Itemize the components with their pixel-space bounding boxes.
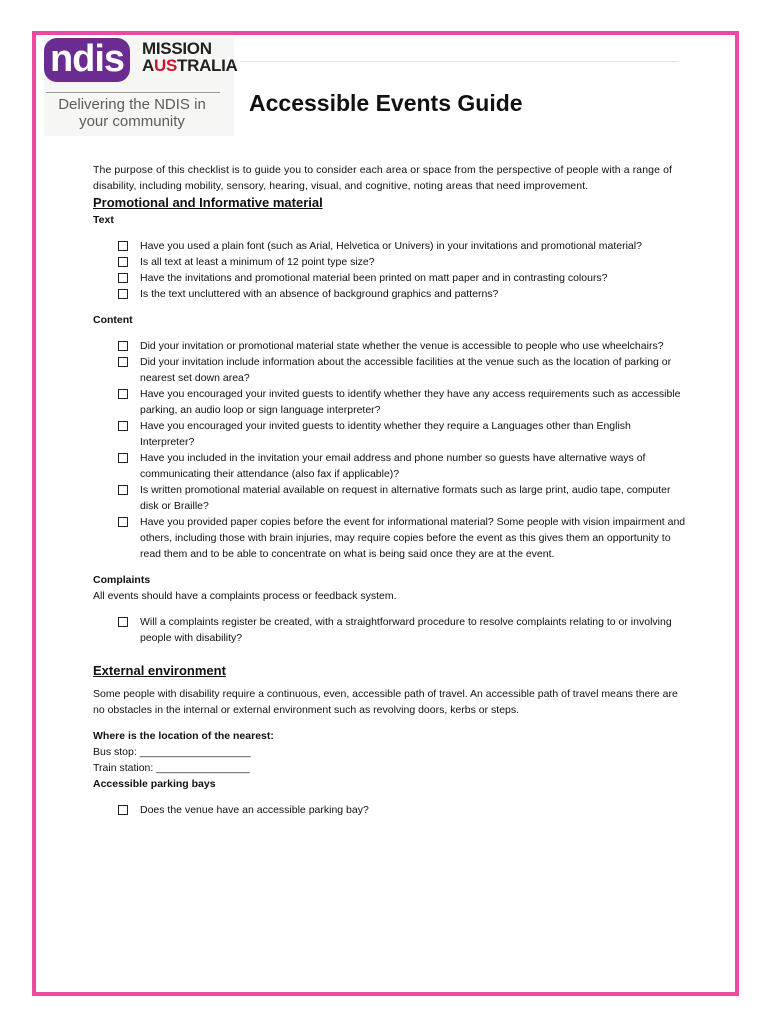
checklist-item: [93, 482, 688, 514]
logo-tagline: Delivering the NDIS in your community: [58, 96, 206, 130]
checkbox[interactable]: [118, 389, 128, 399]
checklist-item-text: Have you encouraged your invited guests to identify whether they have any access requirements such as accessible parking, an audio loop or sign language interpreter?: [140, 388, 681, 416]
bus-stop-field: Bus stop: ___________________: [93, 746, 251, 758]
checklist-item-text: Have you included in the invitation your email address and phone number so guests have alternative ways of communicating their attendance (also fax if applicable)?: [140, 452, 646, 480]
checklist-item: [93, 270, 688, 286]
checkbox[interactable]: [118, 805, 128, 815]
external-intro-paragraph: Some people with disability require a continuous, even, accessible path of travel. An accessible path of travel means there are no obstacles in the internal or external environment such as revolving doors, kerbs or steps.: [93, 688, 678, 716]
subheading-content: Content: [93, 314, 133, 326]
complaints-paragraph: All events should have a complaints process or feedback system.: [93, 590, 397, 602]
checklist-item: [93, 254, 688, 270]
checkbox[interactable]: [118, 517, 128, 527]
checklist-item-text: Have you provided paper copies before the event for informational material? Some people with vision impairment and others, including those with brain injuries, may require copies before the event as this gives them an opportunity to read them and to be able to concentrate on what is being said once they are at the event.: [140, 516, 686, 560]
page-title: Accessible Events Guide: [249, 90, 523, 116]
checklist-item-text: Have you used a plain font (such as Arial, Helvetica or Univers) in your invitations and promotional material?: [140, 240, 642, 252]
document-body: [93, 162, 688, 818]
train-station-field: Train station: ________________: [93, 762, 250, 774]
australia-text: AUSTRALIA: [142, 56, 238, 75]
ndis-logo: ndis: [44, 38, 130, 82]
checklist-item-text: Is written promotional material available on request in alternative formats such as large print, audio tape, computer disk or Braille?: [140, 484, 671, 512]
checklist-item-text: Did your invitation or promotional material state whether the venue is accessible to people who use wheelchairs?: [140, 340, 664, 352]
checkbox[interactable]: [118, 241, 128, 251]
checkbox[interactable]: [118, 617, 128, 627]
checklist-item-text: Have you encouraged your invited guests to identity whether they require a Languages other than English Interpreter?: [140, 420, 631, 448]
mission-text: MISSION: [142, 39, 212, 58]
location-label: Where is the location of the nearest:: [93, 730, 274, 742]
text-checklist: [93, 238, 688, 302]
complaints-checklist: [93, 614, 688, 646]
logo-divider: [46, 92, 220, 93]
subheading-parking: Accessible parking bays: [93, 778, 216, 790]
checklist-item-text: Does the venue have an accessible parking bay?: [140, 804, 369, 816]
checklist-item-text: Did your invitation include information about the accessible facilities at the venue such as the location of parking or nearest set down area?: [140, 356, 672, 384]
intro-paragraph: The purpose of this checklist is to guide you to consider each area or space from the perspective of people with a range of disability, including mobility, sensory, hearing, visual, and cognitive, noting areas that need improvement.: [93, 164, 673, 192]
section-heading-promotional: Promotional and Informative material: [93, 195, 323, 210]
checklist-item-text: Is all text at least a minimum of 12 point type size?: [140, 256, 375, 268]
checkbox[interactable]: [118, 257, 128, 267]
checkbox[interactable]: [118, 273, 128, 283]
checklist-item-text: Will a complaints register be created, with a straightforward procedure to resolve complaints relating to or involving people with disability?: [140, 616, 672, 644]
checkbox[interactable]: [118, 289, 128, 299]
checkbox[interactable]: [118, 341, 128, 351]
mission-australia-logo: [142, 40, 238, 74]
checkbox[interactable]: [118, 485, 128, 495]
subheading-complaints: Complaints: [93, 574, 151, 586]
checklist-item: [93, 514, 688, 562]
checklist-item: [93, 286, 688, 302]
checklist-item: [93, 614, 688, 646]
checkbox[interactable]: [118, 453, 128, 463]
header-rule: [240, 61, 678, 62]
checklist-item: [93, 386, 688, 418]
parking-checklist: [93, 802, 688, 818]
checklist-item-text: Is the text uncluttered with an absence of background graphics and patterns?: [140, 288, 499, 300]
checkbox[interactable]: [118, 357, 128, 367]
checkbox[interactable]: [118, 421, 128, 431]
checklist-item: [93, 354, 688, 386]
checklist-item-text: Have the invitations and promotional material been printed on matt paper and in contrasting colours?: [140, 272, 608, 284]
subheading-text: Text: [93, 214, 114, 226]
checklist-item: [93, 802, 688, 818]
content-checklist: [93, 338, 688, 562]
checklist-item: [93, 238, 688, 254]
ndis-mission-australia-logo: [44, 38, 238, 136]
checklist-item: [93, 418, 688, 450]
section-heading-external: External environment: [93, 663, 226, 678]
checklist-item: [93, 338, 688, 354]
checklist-item: [93, 450, 688, 482]
